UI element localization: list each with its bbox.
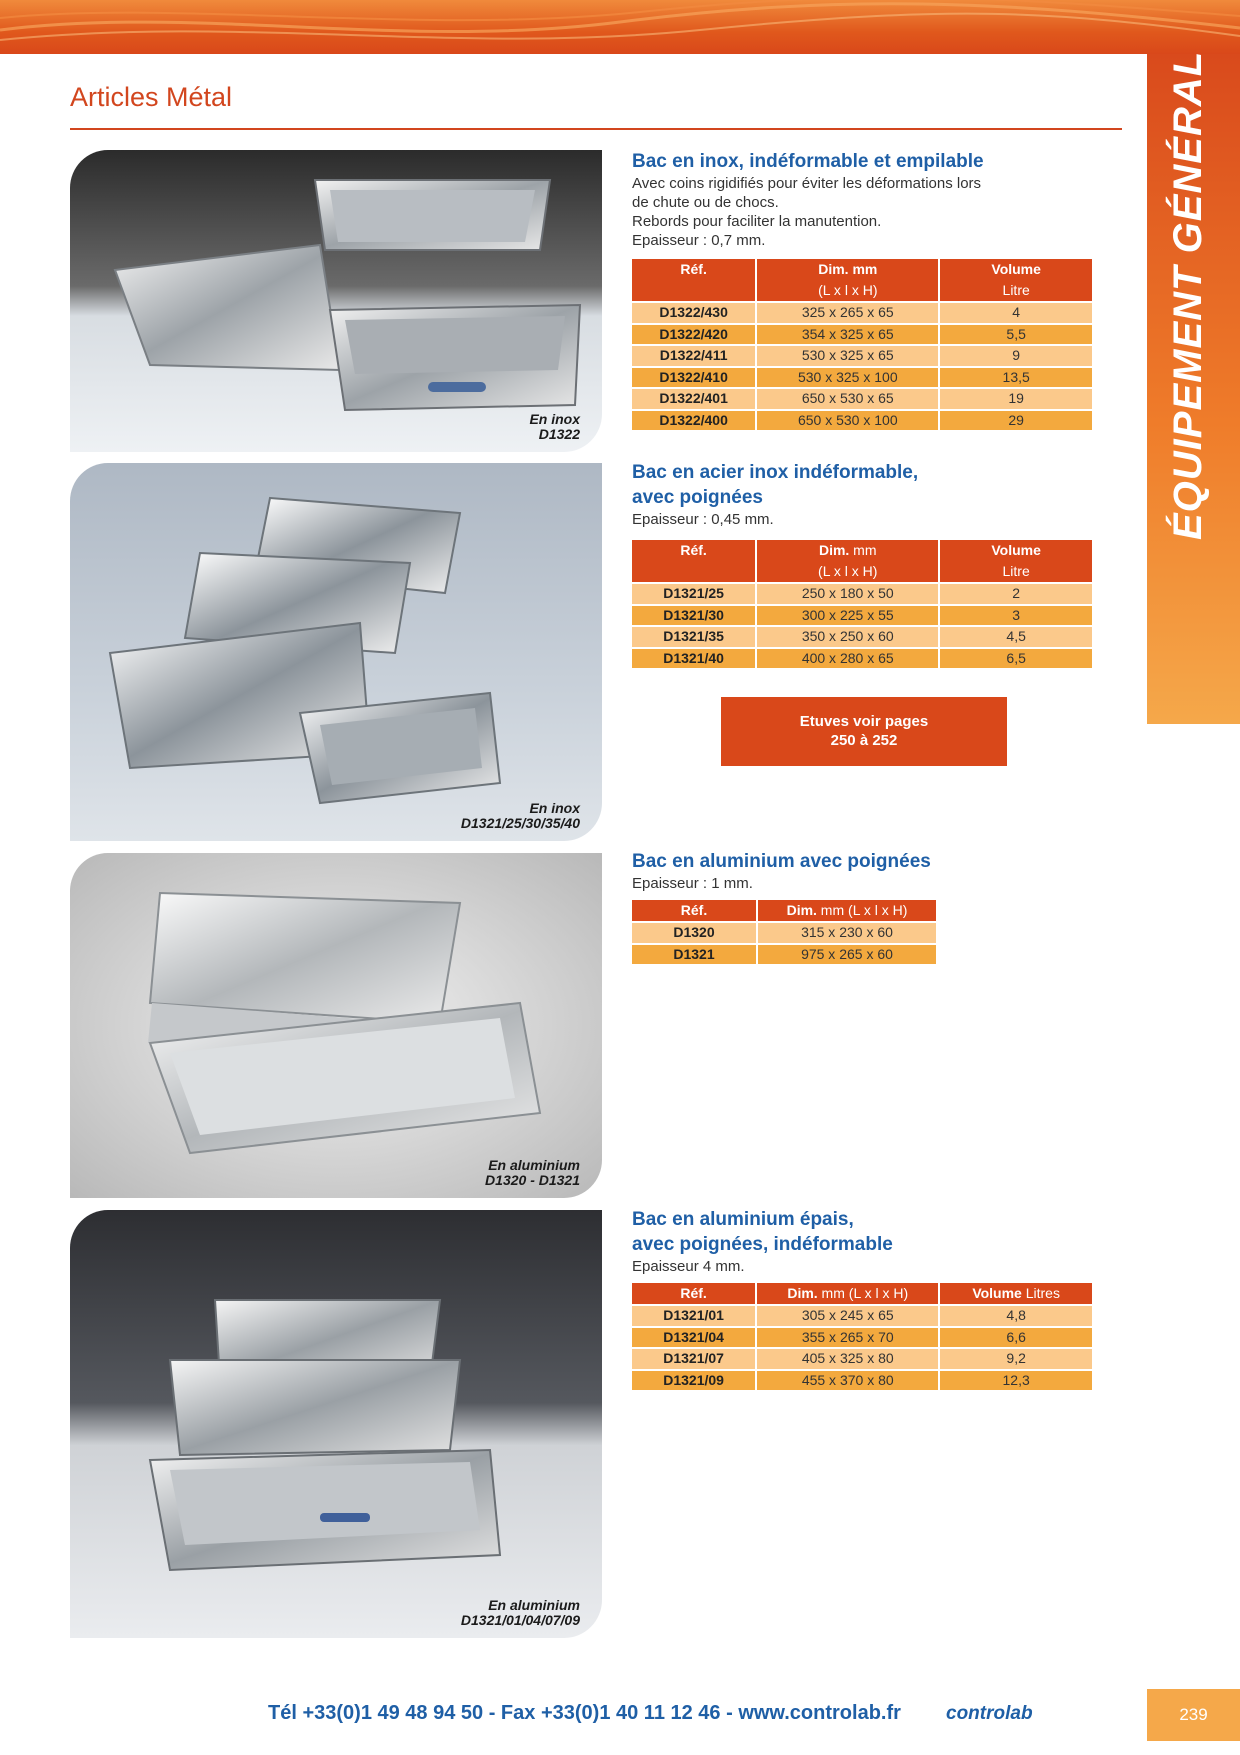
header-ref [632,540,755,582]
steel-trays-handles-illustration [70,463,602,841]
header-ref-sub [632,561,755,582]
thick-aluminium-trays-illustration [70,1210,602,1638]
header-ref: Réf. [632,1283,755,1304]
product-desc: Epaisseur : 0,45 mm. [632,511,774,528]
table-row [632,606,1092,626]
caption-material: En inox [529,800,580,816]
table-row [632,411,1092,431]
cell-volume: 12,3 [940,1371,1092,1391]
caption-reference: D1321/25/30/35/40 [460,815,580,831]
product-title-line2: avec poignées [632,487,763,508]
header-volume [940,1283,1092,1304]
table-header-row [632,259,1092,301]
header-dim-sub: (L x l x H) [818,282,878,298]
cell-ref: D1322/410 [632,368,755,388]
product-title-line2: avec poignées, indéformable [632,1234,893,1255]
header-vol-label: Volume [991,542,1041,558]
cell-ref: D1321/30 [632,606,755,626]
product-desc-4: Epaisseur : 0,7 mm. [632,232,766,249]
product-d1322 [632,149,1092,432]
cell-volume: 6,5 [940,649,1092,669]
header-dim-unit: mm (L x l x H) [816,902,908,918]
page-title: Articles Métal [70,82,233,112]
caption-material: En aluminium [488,1597,580,1613]
cell-dim: 975 x 265 x 60 [758,945,936,965]
cell-volume: 9 [940,346,1092,366]
side-band-label: ÉQUIPEMENT GÉNÉRAL [1166,50,1210,540]
header-dim [757,1283,938,1304]
cell-dim: 350 x 250 x 60 [757,627,938,647]
table-row [632,1306,1092,1326]
etuves-line2: 250 à 252 [830,732,898,749]
spec-table [630,257,1094,432]
cell-dim: 315 x 230 x 60 [758,923,936,943]
header-vol-unit: Litres [1021,1285,1060,1301]
header-ref-label: Réf. [680,542,707,558]
header-divider [70,128,1122,130]
etuves-line1: Etuves voir pages [799,713,929,730]
product-desc-2: de chute ou de chocs. [632,194,779,211]
cell-dim: 250 x 180 x 50 [757,584,938,604]
table-row [632,584,1092,604]
cell-volume: 9,2 [940,1349,1092,1369]
banner-waves [0,0,1240,54]
table-row [632,1328,1092,1348]
table-row [632,389,1092,409]
header-dim-label: Dim. mm [818,261,878,277]
spec-table [630,898,938,966]
cell-volume: 5,5 [940,325,1092,345]
header-ref [632,259,755,301]
product-title-line1: Bac en aluminium épais, [632,1209,854,1230]
cell-volume: 29 [940,411,1092,431]
cell-ref: D1322/401 [632,389,755,409]
header-dim-word: Dim. [818,542,850,558]
header-ref-sub [632,280,755,301]
header-dim [757,259,938,301]
product-d1320 [632,849,1092,966]
caption-reference: D1321/01/04/07/09 [460,1612,580,1628]
spec-table [630,538,1094,670]
header-volume [940,259,1092,301]
cell-volume: 3 [940,606,1092,626]
cell-ref: D1321/40 [632,649,755,669]
photo-caption [461,1598,580,1628]
cell-dim: 354 x 325 x 65 [757,325,938,345]
cell-dim: 325 x 265 x 65 [757,303,938,323]
cell-ref: D1322/400 [632,411,755,431]
cell-ref: D1321/35 [632,627,755,647]
brand-logo: controlab [946,1703,1033,1724]
product-desc-3: Rebords pour faciliter la manutention. [632,213,882,230]
footer-contact[interactable]: Tél +33(0)1 49 48 94 50 - Fax +33(0)1 40 11 12 46 - www.controlab.fr [268,1702,901,1724]
aluminium-trays-illustration [70,853,602,1198]
table-row [632,1349,1092,1369]
cell-ref: D1321 [632,945,756,965]
table-header-row [632,1283,1092,1304]
stainless-trays-illustration [70,150,602,452]
header-dim-sub: (L x l x H) [818,563,878,579]
product-desc: Epaisseur 4 mm. [632,1258,745,1275]
cell-volume: 2 [940,584,1092,604]
table-row [632,1371,1092,1391]
table-row [632,346,1092,366]
table-row [632,368,1092,388]
caption-material: En aluminium [488,1157,580,1173]
cell-volume: 13,5 [940,368,1092,388]
header-dim [757,540,938,582]
cell-ref: D1320 [632,923,756,943]
header-dim-label [757,540,938,561]
caption-reference: D1320 - D1321 [485,1172,580,1188]
product-desc-1: Avec coins rigidifiés pour éviter les déformations lors [632,175,982,192]
cell-ref: D1321/04 [632,1328,755,1348]
header-dim-word: Dim. [787,1285,818,1301]
top-banner [0,0,1240,54]
cell-ref: D1321/25 [632,584,755,604]
product-d1321-steel [632,460,1092,670]
header-dim-unit: mm [849,542,877,558]
header-vol-word: Volume [972,1285,1022,1301]
cell-volume: 4 [940,303,1092,323]
cell-dim: 650 x 530 x 100 [757,411,938,431]
photo-d1322 [70,150,602,452]
cell-dim: 530 x 325 x 100 [757,368,938,388]
header-dim [758,900,936,921]
caption-reference: D1322 [538,426,580,442]
table-row [632,923,936,943]
cell-dim: 355 x 265 x 70 [757,1328,938,1348]
table-row [632,303,1092,323]
product-title: Bac en aluminium avec poignées [632,851,931,872]
header-ref: Réf. [632,900,756,921]
cell-dim: 405 x 325 x 80 [757,1349,938,1369]
cell-ref: D1322/430 [632,303,755,323]
header-dim-word: Dim. [786,902,817,918]
header-dim-unit: mm (L x l x H) [817,1285,909,1301]
cell-dim: 530 x 325 x 65 [757,346,938,366]
cell-dim: 650 x 530 x 65 [757,389,938,409]
cell-ref: D1321/09 [632,1371,755,1391]
product-title-line1: Bac en acier inox indéformable, [632,462,919,483]
table-header-row [632,900,936,921]
product-d1321-thick [632,1207,1092,1392]
photo-caption [529,412,580,442]
cell-dim: 305 x 245 x 65 [757,1306,938,1326]
page-number: 239 [1147,1689,1240,1741]
header-volume [940,540,1092,582]
cell-volume: 4,8 [940,1306,1092,1326]
header-vol-label: Volume [991,261,1041,277]
table-row [632,649,1092,669]
table-header-row [632,540,1092,582]
photo-d1320 [70,853,602,1198]
caption-material: En inox [529,411,580,427]
header-vol-sub: Litre [1002,563,1030,579]
etuves-reference-box [721,697,1007,766]
header-ref-label: Réf. [680,261,707,277]
cell-ref: D1321/01 [632,1306,755,1326]
product-desc: Epaisseur : 1 mm. [632,875,753,892]
photo-d1321-thick [70,1210,602,1638]
cell-volume: 6,6 [940,1328,1092,1348]
photo-d1321-handles [70,463,602,841]
table-row [632,627,1092,647]
cell-volume: 4,5 [940,627,1092,647]
photo-caption [485,1158,580,1188]
cell-ref: D1322/411 [632,346,755,366]
photo-caption [461,801,580,831]
header-vol-sub: Litre [1002,282,1030,298]
table-row [632,945,936,965]
spec-table [630,1281,1094,1392]
cell-dim: 455 x 370 x 80 [757,1371,938,1391]
table-row [632,325,1092,345]
cell-ref: D1321/07 [632,1349,755,1369]
cell-ref: D1322/420 [632,325,755,345]
cell-dim: 400 x 280 x 65 [757,649,938,669]
cell-dim: 300 x 225 x 55 [757,606,938,626]
cell-volume: 19 [940,389,1092,409]
product-title: Bac en inox, indéformable et empilable [632,151,984,172]
